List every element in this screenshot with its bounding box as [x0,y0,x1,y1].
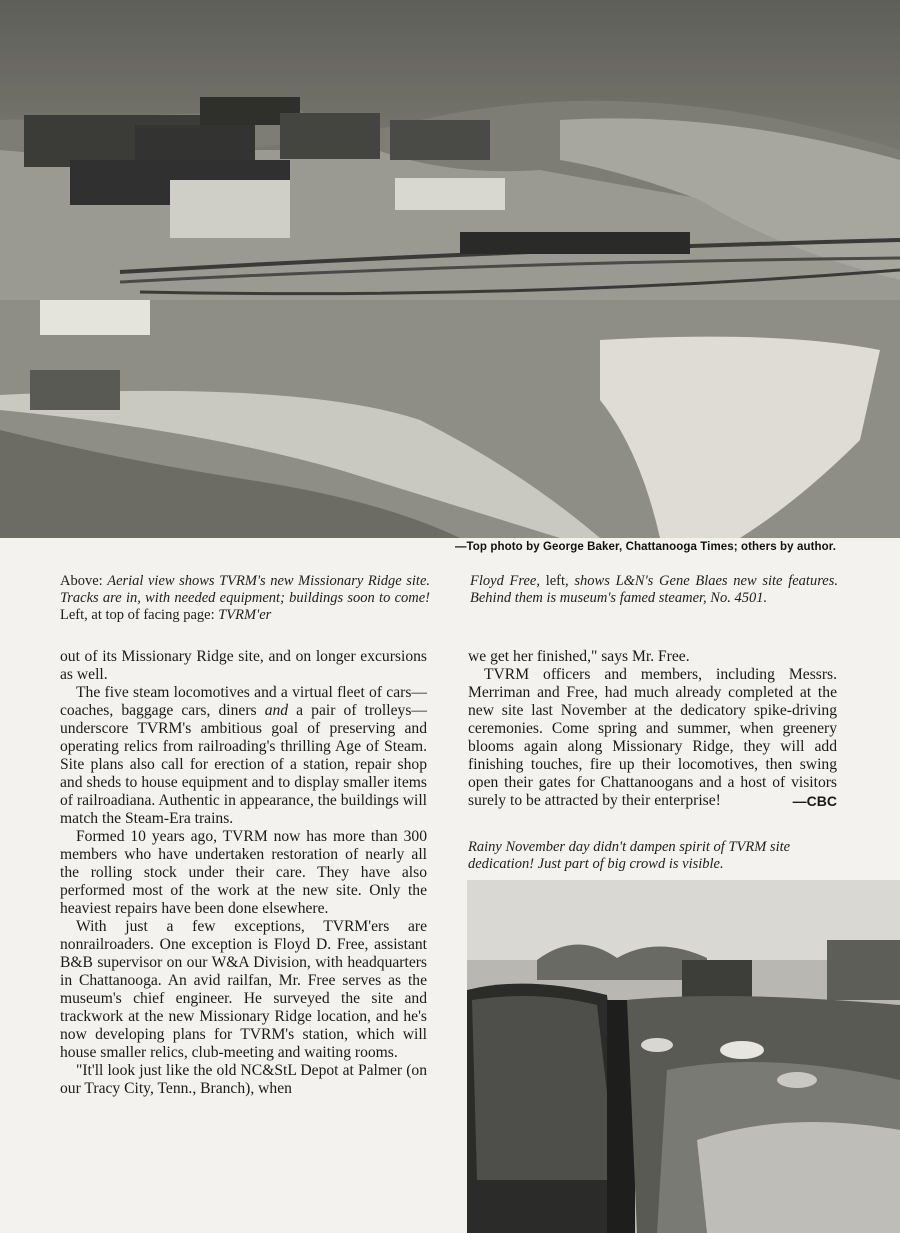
article-left-column [60,648,427,1098]
caption-dedication-text: Rainy November day didn't dampen spirit of TVRM site dedication! Just part of big crowd is visible. [468,839,791,872]
paragraph: out of its Missionary Ridge site, and on longer excursions as well. [60,648,427,683]
dedication-crowd-photo [467,880,900,1233]
caption-aerial [60,573,430,624]
caption-floyd-free [470,573,838,607]
caption-aerial-tail-italic: TVRM'er [218,607,272,623]
paragraph: we get her finished," says Mr. Free. [468,648,690,665]
caption-floyd-mid: left, [545,573,569,589]
caption-floyd-text: shows L&N's Gene Blaes new site features. Behind them is museum's famed steamer, No. 4501. [470,573,838,606]
paragraph: "It'll look just like the old NC&StL Depot at Palmer (on our Tracy City, Tenn., Branch), when [60,1062,427,1097]
paragraph: TVRM officers and members, including Messrs. Merriman and Free, had much already completed at the new site last November at the dedicatory spike-driving ceremonies. Come spring and summer, when greenery blooms again along Missionary Ridge, they will add finishing touches, fire up their locomotives, then swing open their gates for Chattanoogans and a host of visitors surely to be attracted by their enterprise! —CBC [468,666,837,809]
caption-aerial-text: Aerial view shows TVRM's new Missionary Ridge site. Tracks are in, with needed equipment; buildings soon to come! [60,573,430,606]
crowd-photo-art [467,880,900,1233]
aerial-photo-art [0,0,900,538]
aerial-site-photo [0,0,900,538]
paragraph: The five steam locomotives and a virtual fleet of cars—coaches, baggage cars, diners and a pair of trolleys—underscore TVRM's ambitious goal of preserving and operating relics from railroading's thrilling Age of Steam. Site plans also call for erection of a station, repair shop and sheds to house equipment and to display smaller items of railroadiana. Authentic in appearance, the buildings will match the Steam-Era trains. [60,684,427,827]
caption-aerial-lead: Above: [60,573,103,589]
author-signature: —CBC [792,793,837,809]
caption-floyd-name: Floyd Free, [470,573,540,589]
caption-aerial-tail: Left, at top of facing page: [60,607,215,623]
article-right-column [468,648,837,810]
paragraph: With just a few exceptions, TVRM'ers are nonrailroaders. One exception is Floyd D. Free, assistant B&B supervisor on our W&A Division, with headquarters in Chattanooga. An avid railfan, Mr. Free serves as the museum's chief engineer. He surveyed the site and trackwork at the new Missionary Ridge location, and he's now developing plans for TVRM's station, which will house smaller relics, club-meeting and waiting rooms. [60,918,427,1061]
photo-credit: —Top photo by George Baker, Chattanooga Times; others by author. [454,541,836,553]
paragraph: Formed 10 years ago, TVRM now has more than 300 members who have undertaken restoration of nearly all the rolling stock under their care. They have also performed most of the work at the new site. Only the heaviest repairs have been done elsewhere. [60,828,427,917]
caption-dedication [468,839,838,873]
